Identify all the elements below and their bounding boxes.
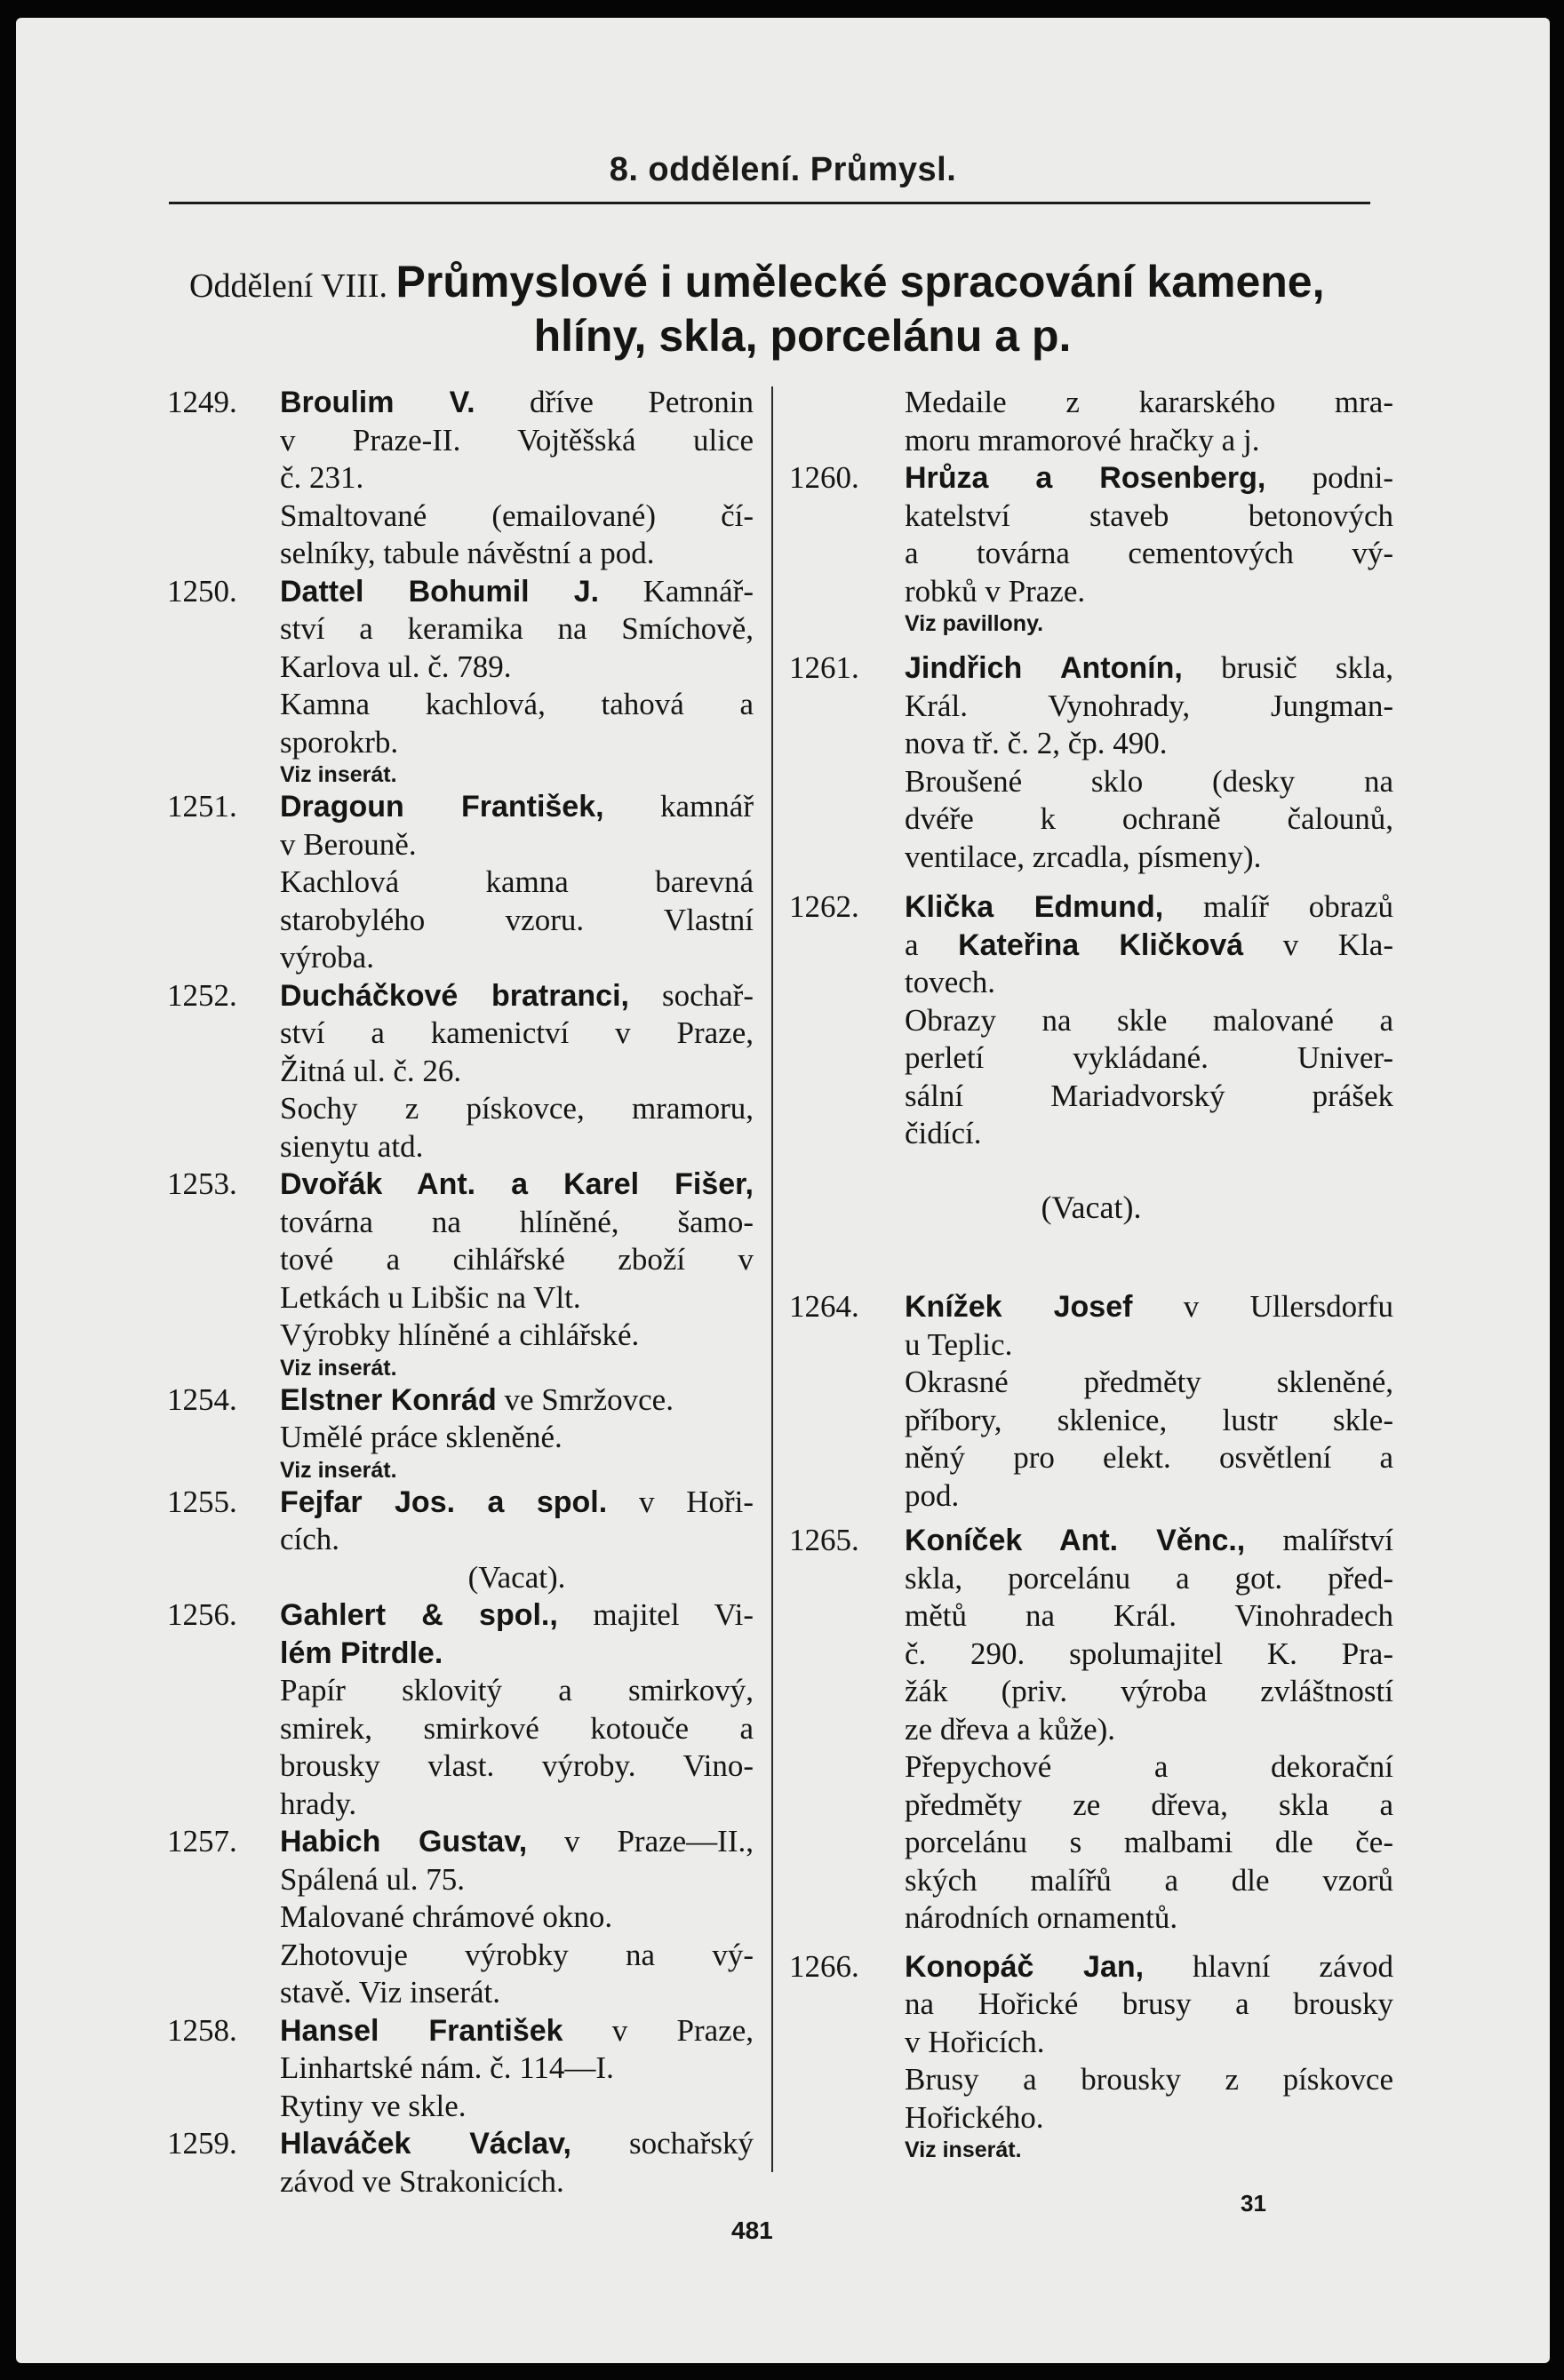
entry-line xyxy=(280,1381,754,1420)
entry-text: skla, porcelánu a got. před- xyxy=(905,1560,1393,1596)
entry-text: dříve Petronin xyxy=(475,385,754,419)
entry-text: a xyxy=(905,927,959,962)
entry-text: v Kla- xyxy=(1243,927,1393,962)
directory-entry xyxy=(167,977,754,1166)
entry-number: 1258. xyxy=(167,2012,237,2048)
entry-text: čidící. xyxy=(905,1116,982,1150)
entry-line xyxy=(280,1898,754,1937)
entry-text: něný pro elekt. osvětlení a xyxy=(905,1440,1393,1475)
entry-line xyxy=(905,688,1393,726)
entry-line xyxy=(280,1937,754,1975)
entry-number: 1264. xyxy=(789,1289,859,1324)
entry-text: Spálená ul. 75. xyxy=(280,1861,466,1897)
entry-text: sochař- xyxy=(628,977,754,1013)
entry-line xyxy=(280,1166,754,1204)
entry-text: v Hoři- xyxy=(607,1484,754,1519)
entry-text: sporokrb. xyxy=(280,724,399,760)
entry-line xyxy=(905,1899,1393,1938)
entry-text: Obrazy na skle malované a xyxy=(905,1002,1393,1038)
firm-name: Knížek Josef xyxy=(905,1290,1133,1324)
firm-name: Broulim V. xyxy=(280,386,475,419)
entry-line xyxy=(280,2050,754,2088)
entry-number: 1262. xyxy=(789,889,859,924)
entry-text: Papír sklovitý a smirkový, xyxy=(280,1673,754,1707)
entry-text: Letkách u Libšic na Vlt. xyxy=(280,1279,581,1315)
entry-line xyxy=(905,1560,1393,1598)
entry-text: robků v Praze. xyxy=(905,573,1086,609)
entry-number: 1252. xyxy=(167,977,237,1013)
entry-line xyxy=(280,1861,754,1899)
entry-text: ventilace, zrcadla, písmeny). xyxy=(905,839,1262,874)
entry-text: moru mramorové hračky a j. xyxy=(905,422,1260,458)
entry-line xyxy=(280,1710,754,1748)
entry-line xyxy=(280,939,754,977)
directory-entry xyxy=(789,1189,1393,1227)
firm-name: Hansel František xyxy=(280,2013,563,2048)
directory-entry xyxy=(789,1522,1393,1938)
entry-text: smirek, smirkové kotouče a xyxy=(280,1710,754,1746)
entry-line xyxy=(280,977,754,1015)
page xyxy=(16,18,1550,2363)
entry-line xyxy=(280,1128,754,1166)
entry-text: tovech. xyxy=(905,965,996,999)
entry-text: předměty ze dřeva, skla a xyxy=(905,1787,1393,1822)
entry-text: porcelánu s malbami dle če- xyxy=(905,1825,1393,1859)
entry-line xyxy=(280,1317,754,1355)
directory-entry xyxy=(167,788,754,977)
entry-line xyxy=(905,573,1393,611)
entry-line xyxy=(905,1986,1393,2024)
entry-text: Kachlová kamna barevná xyxy=(280,864,754,899)
entry-text: Karlova ul. č. 789. xyxy=(280,649,512,684)
entry-line xyxy=(905,1002,1393,1040)
entry-number: 1257. xyxy=(167,1824,237,1859)
entry-line xyxy=(905,1862,1393,1900)
firm-name: Jindřich Antonín, xyxy=(905,651,1183,685)
directory-entry xyxy=(167,573,754,789)
entry-text: žák (priv. výroba zvláštností xyxy=(905,1674,1393,1708)
entry-text: a továrna cementových vý- xyxy=(905,536,1393,570)
entry-text: stavě. Viz inserát. xyxy=(280,1975,501,2010)
entry-line xyxy=(280,788,754,826)
firm-name: Hrůza a Rosenberg, xyxy=(905,461,1266,495)
entry-line xyxy=(280,2012,754,2050)
entry-line xyxy=(905,839,1393,877)
entry-line xyxy=(280,649,754,687)
entry-text: sochařský xyxy=(571,2126,754,2161)
section-title xyxy=(189,256,1416,366)
entry-text: Kamnář- xyxy=(599,573,754,609)
entry-text: tové a cihlářské zboží v xyxy=(280,1242,754,1277)
entry-line xyxy=(905,2061,1393,2099)
entry-text: Broušené sklo (desky na xyxy=(905,763,1393,799)
entry-line xyxy=(280,459,754,497)
entry-number: 1256. xyxy=(167,1597,237,1632)
entry-line xyxy=(280,1823,754,1861)
entry-line xyxy=(280,1635,754,1673)
entry-text: Žitná ul. č. 26. xyxy=(280,1053,462,1088)
directory-entry xyxy=(789,888,1393,1153)
firm-name: Dragoun František, xyxy=(280,790,604,824)
firm-name: Elstner Konrád xyxy=(280,1382,497,1417)
entry-text: Okrasné předměty skleněné, xyxy=(905,1365,1393,1399)
entry-number: 1253. xyxy=(167,1166,237,1201)
entry-line xyxy=(280,1747,754,1786)
firm-name: lém Pitrdle. xyxy=(280,1636,443,1670)
entry-text: v Praze-II. Vojtěšská ulice xyxy=(280,422,754,458)
entry-line xyxy=(280,1241,754,1279)
entry-text: brusič skla, xyxy=(1182,650,1393,685)
firm-name: Fejfar Jos. a spol. xyxy=(280,1485,608,1519)
entry-text: mětů na Král. Vinohradech xyxy=(905,1598,1393,1633)
entry-line xyxy=(280,1279,754,1317)
entry-number: 1255. xyxy=(167,1484,237,1519)
directory-entry xyxy=(789,384,1393,459)
entry-line xyxy=(905,1673,1393,1711)
entry-text: kamnář xyxy=(603,789,754,824)
directory-entry xyxy=(789,459,1393,637)
entry-line xyxy=(905,2099,1393,2137)
entry-line xyxy=(280,1015,754,1053)
entry-line xyxy=(905,422,1393,460)
entry-line xyxy=(905,1522,1393,1560)
entry-line xyxy=(905,1402,1393,1440)
entry-text: katelství staveb betonových xyxy=(905,497,1393,533)
entry-text: podni- xyxy=(1265,460,1393,495)
entry-text: dvéře k ochraně čalounů, xyxy=(905,801,1393,836)
firm-name: Hlaváček Václav, xyxy=(280,2127,571,2161)
directory-entry xyxy=(167,1596,754,1823)
entry-text: ství a kamenictví v Praze, xyxy=(280,1015,754,1050)
entry-text: Brusy a brousky z pískovce xyxy=(905,2062,1393,2097)
entry-line xyxy=(280,384,754,422)
entry-number: 1259. xyxy=(167,2126,237,2161)
entry-line xyxy=(905,800,1393,839)
entry-line xyxy=(905,459,1393,497)
entry-line xyxy=(905,1439,1393,1477)
entry-line xyxy=(280,1596,754,1635)
entry-text: cích. xyxy=(280,1522,340,1556)
entry-text: selníky, tabule návěstní a pod. xyxy=(280,536,655,570)
entry-text: Malované chrámové okno. xyxy=(280,1899,613,1934)
entry-text: malíř obrazů xyxy=(1163,889,1393,924)
entry-number: 1249. xyxy=(167,385,237,419)
entry-text: Sochy z pískovce, mramoru, xyxy=(280,1091,754,1126)
entry-text: č. 290. spolumajitel K. Pra- xyxy=(905,1636,1393,1671)
entry-line xyxy=(905,1364,1393,1402)
directory-entry xyxy=(789,649,1393,876)
firm-name: Koníček Ant. Věnc., xyxy=(905,1524,1246,1557)
entry-line xyxy=(280,864,754,902)
entry-line xyxy=(905,1787,1393,1825)
entry-line xyxy=(905,384,1393,422)
entry-text: ských malířů a dle vzorů xyxy=(905,1862,1393,1898)
header-rule xyxy=(169,202,1370,204)
entry-line xyxy=(905,1597,1393,1636)
page-number: 481 xyxy=(731,2217,773,2244)
entry-line xyxy=(280,1090,754,1128)
entry-line xyxy=(280,497,754,536)
entry-line xyxy=(905,2024,1393,2062)
entry-text: sální Mariadvorský prášek xyxy=(905,1078,1393,1113)
entry-text: Linhartské nám. č. 114—I. xyxy=(280,2050,614,2085)
entry-line xyxy=(280,1974,754,2012)
entry-line xyxy=(280,686,754,724)
firm-name: Gahlert & spol., xyxy=(280,1598,558,1632)
section-label: Oddělení VIII. xyxy=(189,267,388,305)
running-head: 8. oddělení. Průmysl. xyxy=(609,151,957,188)
entry-line xyxy=(905,1948,1393,1986)
entry-line xyxy=(905,1115,1393,1153)
entry-line xyxy=(280,610,754,649)
entry-line xyxy=(280,902,754,940)
entry-line xyxy=(905,927,1393,965)
entry-text: starobylého vzoru. Vlastní xyxy=(280,902,754,937)
entry-line xyxy=(905,964,1393,1002)
section-title-line2: hlíny, skla, porcelánu a p. xyxy=(533,311,1072,361)
firm-name: Kateřina Kličková xyxy=(958,927,1244,962)
entry-line xyxy=(280,2088,754,2126)
firm-name: Habich Gustav, xyxy=(280,1825,528,1859)
entry-line xyxy=(280,724,754,762)
see-advert-note: Viz inserát. xyxy=(280,1355,397,1381)
entry-text: ství a keramika na Smíchově, xyxy=(280,611,754,646)
firm-name: Konopáč Jan, xyxy=(905,1949,1145,1984)
column-divider xyxy=(771,386,773,2172)
firm-name: Dattel Bohumil J. xyxy=(280,574,600,609)
entry-text: závod ve Strakonicích. xyxy=(280,2163,564,2199)
entry-text: Smaltované (emailované) čí- xyxy=(280,497,754,533)
entry-text: č. 231. xyxy=(280,460,364,495)
entry-text: u Teplic. xyxy=(905,1326,1013,1362)
entry-line xyxy=(280,1672,754,1710)
see-advert-note: Viz inserát. xyxy=(905,2137,1022,2162)
see-advert-note: Viz inserát. xyxy=(280,762,397,787)
entry-text: v Praze—II., xyxy=(527,1824,754,1859)
entry-line xyxy=(905,1039,1393,1078)
entry-text: příbory, sklenice, lustr skle- xyxy=(905,1402,1393,1437)
entry-text: Hořického. xyxy=(905,2099,1044,2135)
entry-text: nova tř. č. 2, čp. 490. xyxy=(905,726,1168,760)
directory-entry xyxy=(789,1948,1393,2164)
entry-text: v Ullersdorfu xyxy=(1132,1289,1393,1324)
vacat-note: (Vacat). xyxy=(1041,1189,1142,1225)
entry-number: 1250. xyxy=(167,573,237,609)
entry-number: 1251. xyxy=(167,789,237,824)
entry-line xyxy=(905,1288,1393,1326)
entry-line xyxy=(280,826,754,864)
see-advert-note: Viz inserát. xyxy=(280,1457,397,1483)
entry-line xyxy=(280,422,754,460)
entry-line xyxy=(280,1204,754,1242)
directory-entry xyxy=(167,1166,754,1381)
section-title-line1: Průmyslové i umělecké spracování kamene, xyxy=(395,257,1325,306)
entry-text: sienytu atd. xyxy=(280,1128,424,1164)
entry-text: ze dřeva a kůže). xyxy=(905,1711,1116,1747)
entry-line xyxy=(905,763,1393,801)
directory-entry xyxy=(167,1381,754,1484)
entry-text: na Hořické brusy a brousky xyxy=(905,1986,1393,2021)
entry-number: 1265. xyxy=(789,1523,859,1557)
entry-text: Přepychové a dekorační xyxy=(905,1749,1393,1784)
entry-text: v Praze, xyxy=(563,2012,754,2048)
directory-entry xyxy=(167,2012,754,2126)
entry-text: v Berouně. xyxy=(280,826,417,862)
directory-entry xyxy=(167,2125,754,2201)
entry-line xyxy=(280,1521,754,1559)
signature-mark: 31 xyxy=(1241,2190,1266,2217)
entry-number: 1266. xyxy=(789,1948,859,1984)
entry-line xyxy=(905,649,1393,688)
entry-line xyxy=(905,535,1393,573)
entry-line xyxy=(905,1477,1393,1516)
entry-text: ve Smržovce. xyxy=(496,1381,674,1417)
firm-name: Klička Edmund, xyxy=(905,890,1164,924)
entry-text: Rytiny ve skle. xyxy=(280,2088,467,2123)
entry-line xyxy=(280,1053,754,1091)
see-advert-note: Viz pavillony. xyxy=(905,611,1044,636)
entry-line xyxy=(905,888,1393,927)
entry-line xyxy=(905,1326,1393,1365)
entry-line xyxy=(905,725,1393,763)
entry-text: Kamna kachlová, tahová a xyxy=(280,687,754,721)
entry-line xyxy=(280,1786,754,1824)
directory-entry xyxy=(167,1823,754,2012)
entry-line xyxy=(280,573,754,611)
entry-text: perletí vykládané. Univer- xyxy=(905,1040,1393,1075)
entry-line xyxy=(280,535,754,573)
entry-text: Medaile z kararského mra- xyxy=(905,385,1393,419)
entry-number: 1254. xyxy=(167,1381,237,1417)
entry-text: v Hořicích. xyxy=(905,2024,1045,2059)
entry-text: výroba. xyxy=(280,940,374,975)
entry-text: Umělé práce skleněné. xyxy=(280,1420,563,1454)
entry-line xyxy=(280,2125,754,2163)
entry-line xyxy=(280,2163,754,2201)
entry-line xyxy=(905,1711,1393,1749)
entry-text: Král. Vynohrady, Jungman- xyxy=(905,688,1393,723)
entry-number: 1261. xyxy=(789,650,859,685)
entry-line xyxy=(280,1484,754,1522)
entry-line xyxy=(905,1824,1393,1862)
entry-line xyxy=(280,1419,754,1457)
entry-number: 1260. xyxy=(789,460,859,495)
firm-name: Ducháčkové bratranci, xyxy=(280,978,629,1013)
left-column xyxy=(167,384,754,2201)
right-column xyxy=(789,384,1393,2163)
entry-line xyxy=(905,497,1393,536)
entry-line xyxy=(905,1078,1393,1116)
vacat-note: (Vacat). xyxy=(467,1559,566,1595)
directory-entry xyxy=(167,1484,754,1597)
entry-text: Výrobky hlíněné a cihlářské. xyxy=(280,1317,640,1352)
entry-text: hrady. xyxy=(280,1786,357,1821)
directory-entry xyxy=(167,384,754,573)
entry-text: malířství xyxy=(1245,1523,1393,1557)
entry-line xyxy=(905,1636,1393,1674)
entry-text: brousky vlast. výroby. Vino- xyxy=(280,1748,754,1783)
entry-text: pod. xyxy=(905,1477,960,1513)
directory-entry xyxy=(789,1288,1393,1515)
entry-text: hlavní závod xyxy=(1144,1948,1393,1984)
firm-name: Dvořák Ant. a Karel Fišer, xyxy=(280,1167,754,1201)
entry-line xyxy=(905,1748,1393,1787)
entry-text: Zhotovuje výrobky na vý- xyxy=(280,1937,754,1972)
entry-text: národních ornamentů. xyxy=(905,1900,1178,1935)
entry-text: majitel Vi- xyxy=(557,1597,754,1632)
entry-text: továrna na hlíněné, šamo- xyxy=(280,1204,754,1239)
